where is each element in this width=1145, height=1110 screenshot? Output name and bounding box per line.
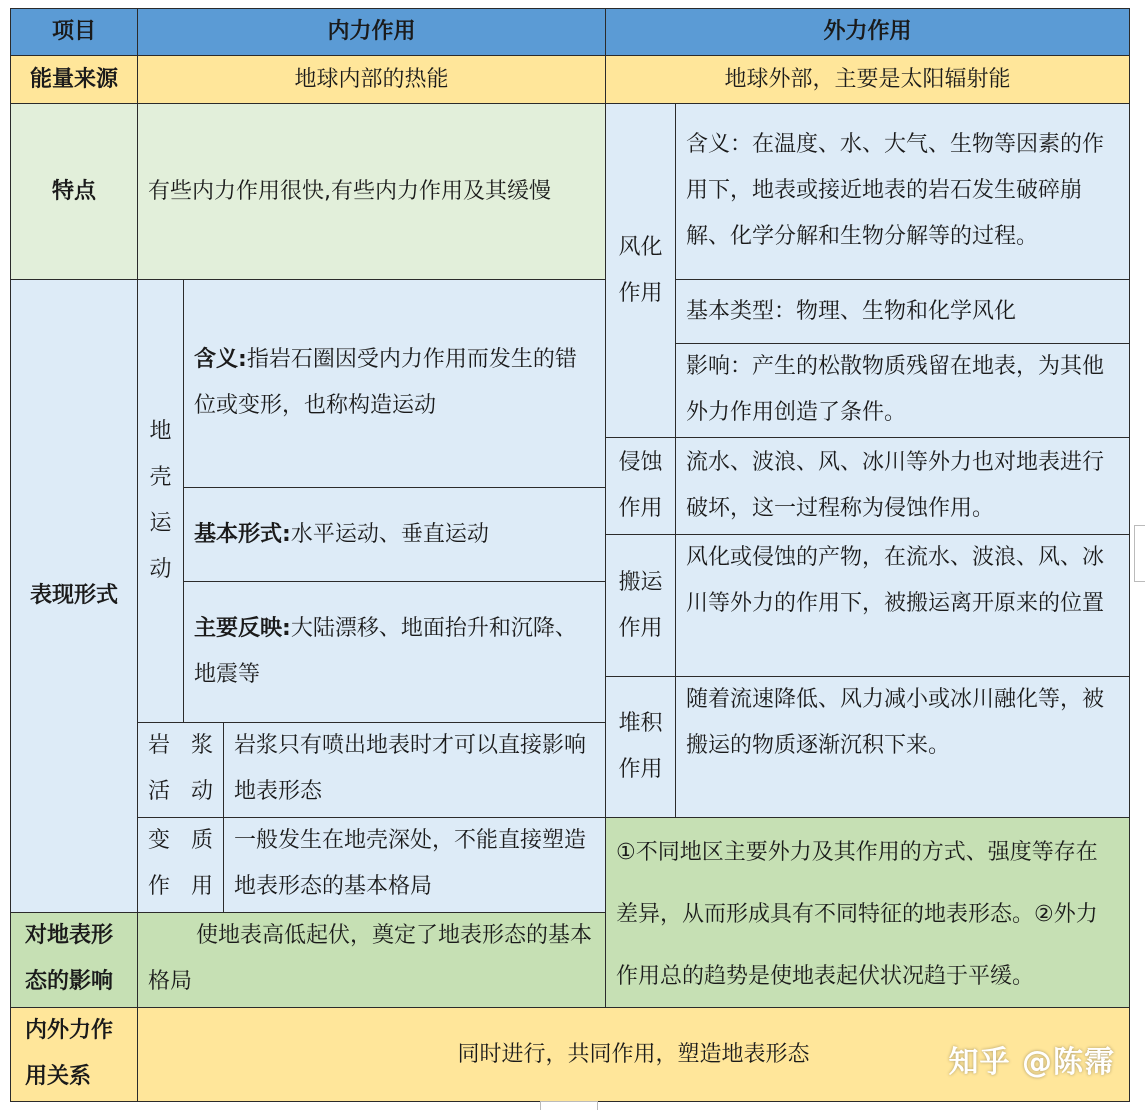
crust-main-reflection — [183, 581, 606, 723]
weathering-label — [605, 103, 676, 438]
features-label-text: 特点 — [51, 178, 96, 204]
features-internal — [137, 103, 606, 280]
weathering-meaning — [675, 103, 1130, 280]
features-label — [10, 103, 138, 280]
header-external-label: 外力作用 — [823, 19, 912, 44]
erosion-label — [605, 437, 676, 535]
external-summary — [605, 817, 1130, 1008]
weathering-types-text: 基本类型：物理、生物和化学风化 — [686, 298, 1017, 324]
magma-label-text: 岩 浆活动 — [148, 733, 213, 804]
crust-movement-label — [137, 279, 184, 723]
deposition-text — [675, 676, 1130, 818]
crust-reflect-label: 主要反映: — [194, 616, 291, 641]
deposition-label-text: 堆积作用 — [618, 711, 663, 782]
erosion-text-content: 流水、波浪、风、冰川等外力也对地表进行破坏，这一过程称为侵蚀作用。 — [686, 450, 1105, 521]
header-item — [10, 8, 138, 56]
energy-internal-text: 地球内部的热能 — [294, 66, 449, 92]
metamorphism-text-content: 一般发生在地壳深处，不能直接塑造地表形态的基本格局 — [234, 828, 587, 899]
erosion-label-text: 侵蚀作用 — [618, 450, 663, 521]
crust-basic-text: 水平运动、垂直运动 — [290, 521, 489, 547]
forms-label-text: 表现形式 — [29, 583, 118, 608]
external-summary-text: ①不同地区主要外力及其作用的方式、强度等存在差异，从而形成具有不同特征的地表形态。②外力作用总的趋势是使地表起伏状况趋于平缓。 — [616, 840, 1098, 989]
crust-basic-form — [183, 487, 606, 582]
weathering-influence — [675, 343, 1130, 438]
energy-external-text: 地球外部，主要是太阳辐射能 — [724, 66, 1011, 92]
deposition-text-content: 随着流速降低、风力减小或冰川融化等，被搬运的物质逐渐沉积下来。 — [686, 687, 1105, 758]
magma-text — [223, 722, 606, 818]
relation-text-content: 同时进行，共同作用，塑造地表形态 — [457, 1041, 810, 1067]
crust-meaning — [183, 279, 606, 488]
energy-label-text: 能量来源 — [29, 66, 118, 92]
crust-movement-label-text: 地壳运动 — [149, 419, 172, 582]
crust-meaning-text: 指岩石圈因受内力作用而发生的错位或变形，也称构造运动 — [194, 347, 577, 418]
relation-label-text: 内外力作用关系 — [25, 1018, 114, 1089]
header-external — [605, 8, 1130, 56]
crust-meaning-label: 含义: — [194, 347, 247, 372]
crust-basic-label: 基本形式: — [194, 521, 291, 547]
features-internal-text: 有些内力作用很快,有些内力作用及其缓慢 — [148, 178, 551, 204]
magma-text-content: 岩浆只有喷出地表时才可以直接影响地表形态 — [234, 733, 587, 804]
crust-reflect-text: 大陆漂移、地面抬升和沉降、地震等 — [194, 616, 577, 687]
weathering-influence-text: 影响：产生的松散物质残留在地表，为其他外力作用创造了条件。 — [686, 354, 1105, 425]
weathering-meaning-text: 含义：在温度、水、大气、生物等因素的作用下，地表或接近地表的岩石发生破碎崩解、化学分解和生物分解等的过程。 — [686, 132, 1105, 249]
metamorphism-text — [223, 817, 606, 913]
erosion-text — [675, 437, 1130, 535]
watermark-logo: 知乎 @陈霈 — [948, 1045, 1115, 1080]
header-internal-label: 内力作用 — [327, 19, 416, 44]
energy-external — [605, 55, 1130, 104]
header-internal — [137, 8, 606, 56]
energy-label — [10, 55, 138, 104]
transport-text — [675, 534, 1130, 677]
impact-label — [10, 912, 138, 1008]
weathering-types — [675, 279, 1130, 344]
transport-text-content: 风化或侵蚀的产物，在流水、波浪、风、冰川等外力的作用下，被搬运离开原来的位置 — [686, 545, 1105, 616]
metamorphism-label — [137, 817, 224, 913]
relation-label — [10, 1007, 138, 1102]
magma-label — [137, 722, 224, 818]
page-edge-handle[interactable] — [1134, 525, 1145, 582]
energy-internal — [137, 55, 606, 104]
transport-label-text: 搬运作用 — [618, 569, 663, 641]
forms-label — [10, 279, 138, 913]
metamorphism-label-text: 变 质作用 — [148, 828, 213, 899]
header-item-label: 项目 — [51, 19, 96, 44]
weathering-label-text: 风化作用 — [618, 234, 663, 306]
impact-label-text: 对地表形态的影响 — [25, 923, 114, 994]
impact-internal-text: 使地表高低起伏，奠定了地表形态的基本格局 — [148, 923, 593, 994]
deposition-label — [605, 676, 676, 818]
transport-label — [605, 534, 676, 677]
impact-internal — [137, 912, 606, 1008]
